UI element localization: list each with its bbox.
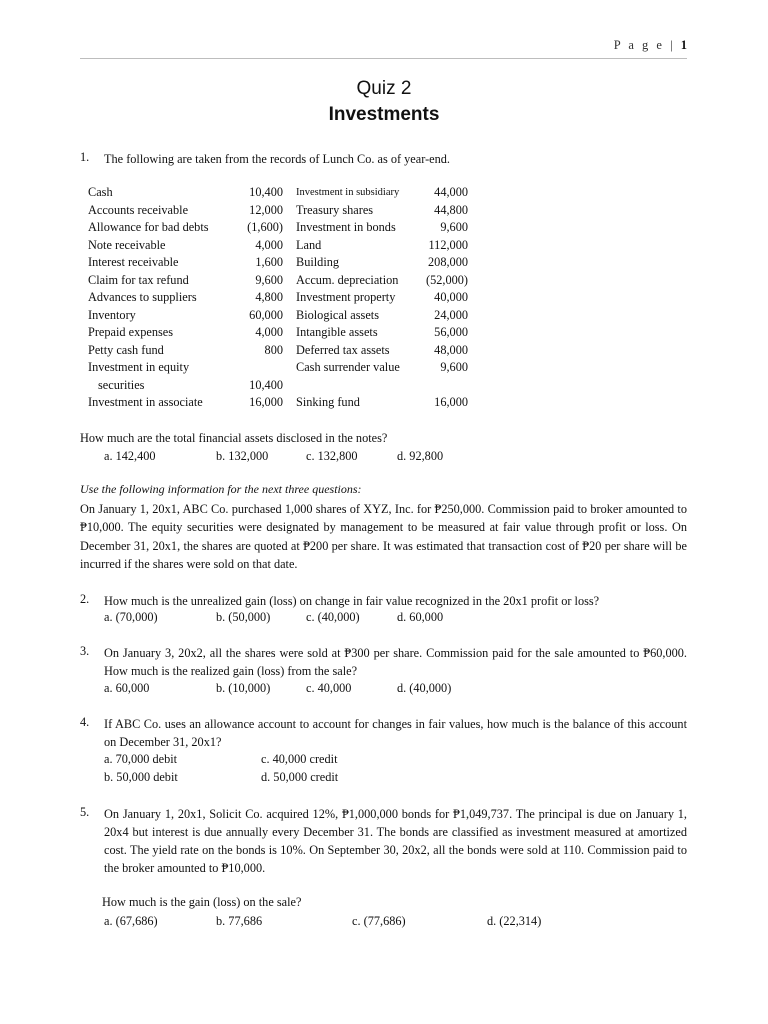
table-row: [84, 289, 468, 307]
left-label: Investment in associate: [88, 395, 203, 409]
left-label: Advances to suppliers: [88, 290, 197, 304]
right-label: Investment in subsidiary: [296, 187, 400, 198]
left-value: 4,800: [255, 290, 283, 304]
right-label: Building: [296, 255, 340, 269]
table-row: [84, 342, 468, 360]
q3-number: 3.: [80, 644, 90, 658]
info-heading: Use the following information for the next three questions:: [80, 482, 362, 496]
right-label: Treasury shares: [296, 202, 374, 217]
left-value: 9,600: [255, 272, 283, 287]
q4-number: 4.: [80, 715, 90, 729]
q1-option-a[interactable]: a. 142,400: [104, 449, 156, 463]
q3-option-a[interactable]: a. 60,000: [104, 681, 150, 695]
left-label: Investment in equity: [88, 360, 190, 374]
left-value: 4,000: [255, 325, 283, 339]
right-label: [296, 377, 423, 395]
right-label: Cash surrender value: [296, 360, 400, 374]
table-row: [84, 359, 468, 377]
left-value: 1,600: [255, 255, 283, 269]
left-value: 10,400: [249, 185, 283, 199]
header-rule: [80, 58, 687, 59]
right-value: 24,000: [434, 307, 468, 322]
q3-option-b[interactable]: b. (10,000): [216, 681, 271, 695]
right-label: Biological assets: [296, 307, 379, 322]
table-row: [84, 324, 468, 342]
q1-option-d[interactable]: d. 92,800: [397, 449, 444, 463]
q2-text: How much is the unrealized gain (loss) on change in fair value recognized in the 20x1 profit or loss?: [104, 594, 600, 608]
q5-option-a[interactable]: a. (67,686): [104, 914, 158, 928]
info-text: On January 1, 20x1, ABC Co. purchased 1,000 shares of XYZ, Inc. for ₱250,000. Commission paid to broker amounted to ₱10,000. The equity securities were designated by management to be measured at fair value through profit or loss. On December 31, 20x1, the shares are quoted at ₱200 per share. It was estimated that transaction cost of ₱20 per share will be incurred if the shares were sold on that date.: [80, 502, 687, 571]
page-header: [0, 38, 687, 53]
left-label: Cash: [88, 185, 113, 199]
table-row: [84, 254, 468, 272]
q5-option-d[interactable]: d. (22,314): [487, 914, 542, 928]
right-value: 56,000: [434, 325, 468, 339]
left-label: Interest receivable: [88, 255, 179, 269]
q1-option-b[interactable]: b. 132,000: [216, 449, 269, 463]
table-row: [84, 237, 468, 255]
right-label: Intangible assets: [296, 325, 378, 339]
right-value: 16,000: [434, 395, 468, 409]
right-label: Investment in bonds: [296, 220, 396, 234]
quiz-title: Quiz 2: [356, 78, 412, 99]
left-label: Inventory: [88, 307, 136, 322]
q5-option-c[interactable]: c. (77,686): [352, 914, 406, 928]
right-value: 40,000: [434, 290, 468, 304]
left-label: Allowance for bad debts: [88, 220, 209, 234]
q2-option-a[interactable]: a. (70,000): [104, 610, 158, 624]
right-value: 9,600: [440, 360, 468, 374]
left-label: Accounts receivable: [88, 202, 189, 217]
q4-option-c[interactable]: c. 40,000 credit: [261, 752, 338, 766]
right-value: 112,000: [428, 237, 468, 252]
q4-option-b[interactable]: b. 50,000 debit: [104, 770, 178, 784]
left-value: 16,000: [249, 395, 283, 409]
q2-option-d[interactable]: d. 60,000: [397, 610, 444, 624]
right-label: Sinking fund: [296, 395, 360, 409]
q5-question: How much is the gain (loss) on the sale?: [102, 895, 302, 909]
left-label: Note receivable: [88, 237, 166, 252]
right-label: Deferred tax assets: [296, 342, 390, 357]
left-value: 4,000: [255, 237, 283, 252]
right-value: [423, 377, 468, 395]
right-value: 44,000: [434, 185, 468, 199]
table-row: [84, 377, 468, 395]
left-label: securities: [98, 377, 145, 392]
right-value: 9,600: [440, 220, 468, 234]
page-separator: |: [664, 38, 681, 52]
table-row: [84, 272, 468, 290]
left-label: Prepaid expenses: [88, 325, 174, 339]
q5-number: 5.: [80, 805, 90, 819]
table-row: [84, 219, 468, 237]
q1-question: How much are the total financial assets disclosed in the notes?: [80, 431, 388, 445]
left-value: 10,400: [249, 377, 283, 392]
right-value: (52,000): [425, 272, 468, 287]
right-value: 48,000: [434, 342, 468, 357]
q2-option-c[interactable]: c. (40,000): [306, 610, 360, 624]
q3-text: On January 3, 20x2, all the shares were sold at ₱300 per share. Commission paid for the sale amounted to ₱60,000. How much is the realized gain (loss) from the sale?: [104, 646, 687, 678]
page-number: 1: [680, 38, 687, 52]
q1-intro: The following are taken from the records of Lunch Co. as of year-end.: [104, 152, 450, 166]
q2-number: 2.: [80, 592, 90, 606]
q5-option-b[interactable]: b. 77,686: [216, 914, 263, 928]
q4-text: If ABC Co. uses an allowance account to account for changes in fair values, how much is the balance of this account on December 31, 20x1?: [104, 717, 687, 749]
accounts-table: [84, 184, 468, 412]
right-label: Accum. depreciation: [296, 272, 399, 287]
q4-option-d[interactable]: d. 50,000 credit: [261, 770, 339, 784]
q1-option-c[interactable]: c. 132,800: [306, 449, 358, 463]
right-label: Investment property: [296, 290, 396, 304]
q1-number: 1.: [80, 150, 90, 164]
left-label: Claim for tax refund: [88, 272, 189, 287]
table-row: [84, 307, 468, 325]
left-value: [245, 359, 296, 377]
left-value: 800: [264, 342, 283, 357]
left-label: Petty cash fund: [88, 342, 164, 357]
table-row: [84, 394, 468, 412]
page-label: P a g e: [613, 38, 665, 52]
left-value: 60,000: [249, 307, 283, 322]
left-value: 12,000: [249, 202, 283, 217]
q3-option-d[interactable]: d. (40,000): [397, 681, 452, 695]
table-row: [84, 202, 468, 220]
q4-option-a[interactable]: a. 70,000 debit: [104, 752, 178, 766]
right-value: 208,000: [428, 255, 468, 269]
right-label: Land: [296, 237, 322, 252]
right-value: 44,800: [434, 202, 468, 217]
q2-option-b[interactable]: b. (50,000): [216, 610, 271, 624]
left-value: (1,600): [247, 220, 283, 234]
table-row: [84, 184, 468, 202]
quiz-subtitle: Investments: [328, 104, 440, 125]
q5-text: On January 1, 20x1, Solicit Co. acquired 12%, ₱1,000,000 bonds for ₱1,049,737. The principal is due on January 1, 20x4 but interest is due annually every December 31. The bonds are classified as investment measured at amortized cost. The yield rate on the bonds is 10%. On September 30, 20x2, all the bonds were sold at 110. Commission paid to the broker amounted to ₱10,000.: [104, 807, 687, 875]
q3-option-c[interactable]: c. 40,000: [306, 681, 352, 695]
